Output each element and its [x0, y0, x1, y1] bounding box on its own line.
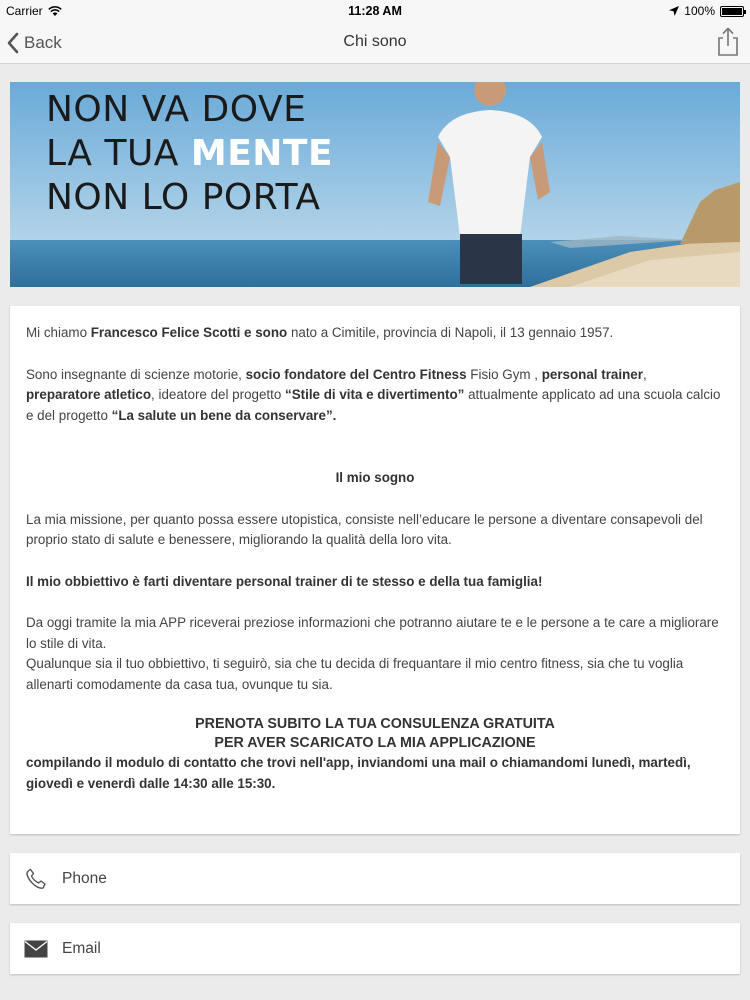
- cta-line-2: PER AVER SCARICATO LA MIA APPLICAZIONE: [214, 735, 536, 751]
- profession-bold-1: socio fondatore del Centro Fitness: [245, 366, 467, 382]
- cta-subtext: compilando il modulo di contatto che trovi nell'app, inviandomi una mail o chiamandomi lunedì, martedì, giovedì e venerdì dalle 14:30 alle 15:30.: [26, 755, 691, 791]
- email-label: Email: [62, 939, 101, 957]
- phone-row[interactable]: [10, 853, 740, 904]
- mission-paragraph: La mia missione, per quanto possa essere utopistica, consiste nell’educare le persone a diventare consapevoli del proprio stato di salute e benessere, migliorando la qualità della loro vita.: [26, 511, 703, 547]
- follow-paragraph: Qualunque sia il tuo obbiettivo, ti seguirò, sia che tu decida di frequantare il mio centro fitness, sia che tu voglia allenarti comodamente da casa tua, ovunque tu sia.: [26, 656, 684, 692]
- profession-bold-3: preparatore atletico: [26, 387, 152, 402]
- battery-level: [722, 8, 742, 15]
- banner-line-2: [46, 132, 333, 176]
- status-right: [669, 4, 744, 18]
- banner-line-3: NON LO PORTA: [46, 177, 321, 218]
- profession-text-1: Sono insegnante di scienze motorie,: [26, 366, 246, 382]
- hero-banner: [10, 82, 740, 287]
- navigation-bar: [0, 22, 750, 64]
- phone-label: Phone: [62, 869, 107, 887]
- battery-percent: 100%: [684, 4, 715, 18]
- intro-text-1: Mi chiamo: [26, 325, 91, 340]
- email-row[interactable]: [10, 923, 740, 974]
- profession-paragraph: [26, 365, 724, 427]
- location-arrow-icon: [669, 6, 679, 16]
- intro-text-2: nato a Cimitile, provincia di Napoli, il 13 gennaio 1957.: [287, 325, 614, 340]
- bio-card: [10, 306, 740, 834]
- battery-icon: [720, 6, 744, 17]
- intro-name: Francesco Felice Scotti e sono: [90, 325, 288, 340]
- profession-bold-4: “Stile di vita e divertimento”: [285, 387, 465, 402]
- profession-text-4: , ideatore del progetto: [151, 387, 286, 402]
- banner-accent-word: MENTE: [190, 133, 334, 174]
- banner-line-1: NON VA DOVE: [46, 89, 307, 130]
- mail-icon: [10, 940, 62, 958]
- banner-line-2-prefix: LA TUA: [46, 133, 191, 174]
- profession-text-3: ,: [642, 366, 647, 382]
- status-bar: [0, 0, 750, 22]
- share-icon[interactable]: [714, 27, 742, 57]
- banner-headline: [46, 88, 333, 220]
- dream-heading: Il mio sogno: [335, 470, 415, 485]
- page-title: Chi sono: [343, 33, 407, 50]
- profession-bold-2: personal trainer: [541, 366, 643, 382]
- profession-bold-5: “La salute un bene da conservare”.: [111, 407, 337, 423]
- intro-paragraph: [26, 323, 724, 344]
- goal-paragraph: Il mio obbiettivo è farti diventare personal trainer di te stesso e della tua famiglia!: [26, 573, 543, 589]
- status-time: 11:28 AM: [348, 4, 402, 18]
- phone-icon: [10, 867, 62, 891]
- carrier-label: Carrier: [6, 4, 43, 18]
- profession-text-5: attualmente applicato ad una scuola calcio e del progetto: [26, 387, 721, 423]
- cta-line-1: PRENOTA SUBITO LA TUA CONSULENZA GRATUITA: [195, 716, 555, 732]
- app-paragraph: Da oggi tramite la mia APP riceverai preziose informazioni che potranno aiutare te e le persone a te care a migliorare lo stile di vita.: [26, 615, 719, 651]
- back-label: Back: [24, 33, 62, 52]
- profession-text-2: Fisio Gym ,: [466, 366, 542, 382]
